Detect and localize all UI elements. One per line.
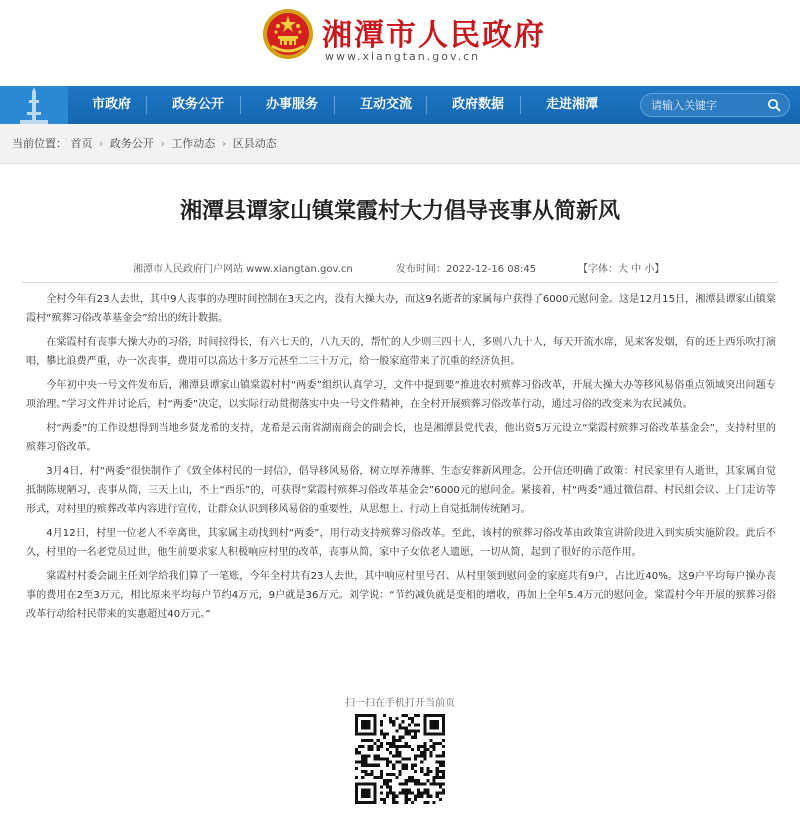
national-emblem-icon[interactable] [262,8,314,60]
publish-time: 发布时间：2022-12-16 08:45 [396,264,537,275]
article-source: 湘潭市人民政府门户网站 www.xiangtan.gov.cn [133,264,353,275]
site-url: www.xiangtan.gov.cn [325,50,481,63]
font-size-small-button[interactable]: 小 [644,264,655,275]
nav-item-services[interactable]: 办事服务 [266,97,319,112]
article-paragraph: 棠霞村村委会副主任刘学给我们算了一笔账，今年全村共有23人去世，其中响应村里号召、从村里领到慰问金的家庭共有9户，占比近40%。这9户平均每户操办丧事的费用在2至3万元，相比原来平均每户节约4万元，9户就是36万元。刘学说：“节约减负就是变相的增收，再加上全年5.4万元的慰问金，棠霞村今年开展的殡葬习俗改革行动给村民带来的实惠超过40万元。” [26,571,776,620]
nav-separator [146,96,147,114]
article-paragraph: 村“两委”的工作设想得到当地乡贤龙希的支持，龙希是云南省湖南商会的副会长，也是湘潭县党代表，他出资5万元设立“棠霞村殡葬习俗改革基金会”，支持村里的殡葬习俗改革。 [26,423,776,453]
breadcrumb-government-affairs[interactable]: 政务公开 [109,137,154,150]
nav-item-interaction[interactable]: 互动交流 [360,97,413,112]
nav-item-government-affairs[interactable]: 政务公开 [172,97,225,112]
nav-separator [240,96,241,114]
breadcrumb-prefix: 当前位置： [12,137,67,150]
search-input[interactable] [651,96,761,114]
article-paragraph: 3月4日，村“两委”很快制作了《致全体村民的一封信》，倡导移风易俗，树立厚养薄葬、生态安葬新风理念。公开信还明确了政策：村民家里有人逝世，其家属自觉抵制陈规陋习，丧事从简，三天上山，不上“西乐”的，可获得“棠霞村殡葬习俗改革基金会”6000元的慰问金。紧接着，村“两委”通过微信群、村民组会议、上门走访等形式，对村里的殡葬改革内容进行宣传，让群众认识到移风易俗的重要性，从思想上、行动上自觉抵制传统陋习。 [26,466,776,515]
breadcrumb-separator: › [221,137,227,150]
main-nav [0,86,800,124]
nav-separator [334,96,335,114]
article-title: 湘潭县谭家山镇棠霞村大力倡导丧事从简新风 [179,199,620,224]
site-title[interactable]: 湘潭市人民政府 [322,18,546,53]
divider [22,282,778,283]
nav-item-city-government[interactable]: 市政府 [92,97,132,112]
breadcrumb-home[interactable]: 首页 [70,137,93,150]
article-paragraph: 4月12日，村里一位老人不幸离世，其家属主动找到村“两委”，用行动支持殡葬习俗改革。至此，该村的殡葬习俗改革由政策宣讲阶段进入到实质实施阶段。此后不久，村里的一名老党员过世，他生前要求家人积极响应村里的改革，丧事从简，家中子女依老人遗愿，一切从简，起到了很好的示范作用。 [26,528,776,558]
nav-separator [520,96,521,114]
article-content [26,290,776,629]
qr-label: 扫一扫在手机打开当前页 [345,698,455,709]
nav-separator [426,96,427,114]
article-meta [0,260,800,276]
breadcrumb-separator: › [160,137,165,150]
font-size-large-button[interactable]: 大 [618,264,628,275]
article-paragraph: 全村今年有23人去世，其中9人丧事的办理时间控制在3天之内，没有大操大办，而这9名逝者的家属每户获得了6000元慰问金。这是12月15日，湘潭县谭家山镇棠霞村“殡葬习俗改革基金会”给出的统计数据。 [26,294,776,324]
nav-item-government-data[interactable]: 政府数据 [452,97,505,112]
font-size-medium-button[interactable]: 中 [631,264,642,275]
article-paragraph: 今年初中央一号文件发布后，湘潭县谭家山镇棠霞村村“两委”组织认真学习，文件中提到要“推进农村殡葬习俗改革，开展大操大办等移风易俗重点领域突出问题专项治理。”学习文件并讨论后，村“两委”决定，以实际行动贯彻落实中央一号文件精神，在全村开展殡葬习俗改革行动，通过习俗的改变来为农民减负。 [26,380,776,410]
search-icon[interactable] [767,98,781,112]
nav-item-about-xiangtan[interactable]: 走进湘潭 [546,97,599,112]
breadcrumb-work-news[interactable]: 工作动态 [171,137,216,150]
breadcrumb [0,124,800,164]
font-size-suffix: 】 [654,264,665,275]
font-size-controls [578,260,664,275]
breadcrumb-county-news[interactable]: 区县动态 [232,137,277,150]
article-paragraph: 在棠霞村有丧事大操大办的习俗，时间拉得长，有六七天的，八九天的，帮忙的人少则三四十人，多则八九十人，每天开流水席，见来客发烟，有的还上西乐吹打演唱，攀比浪费严重，办一次丧事，费用可以高达十多万元甚至二三十万元，给一般家庭带来了沉重的经济负担。 [26,337,776,367]
qr-code-icon[interactable] [355,714,445,804]
site-header [0,0,800,86]
breadcrumb-separator: › [99,137,104,150]
tower-icon [0,86,68,124]
search-box [640,93,790,117]
font-size-prefix: 【字体： [578,264,618,275]
